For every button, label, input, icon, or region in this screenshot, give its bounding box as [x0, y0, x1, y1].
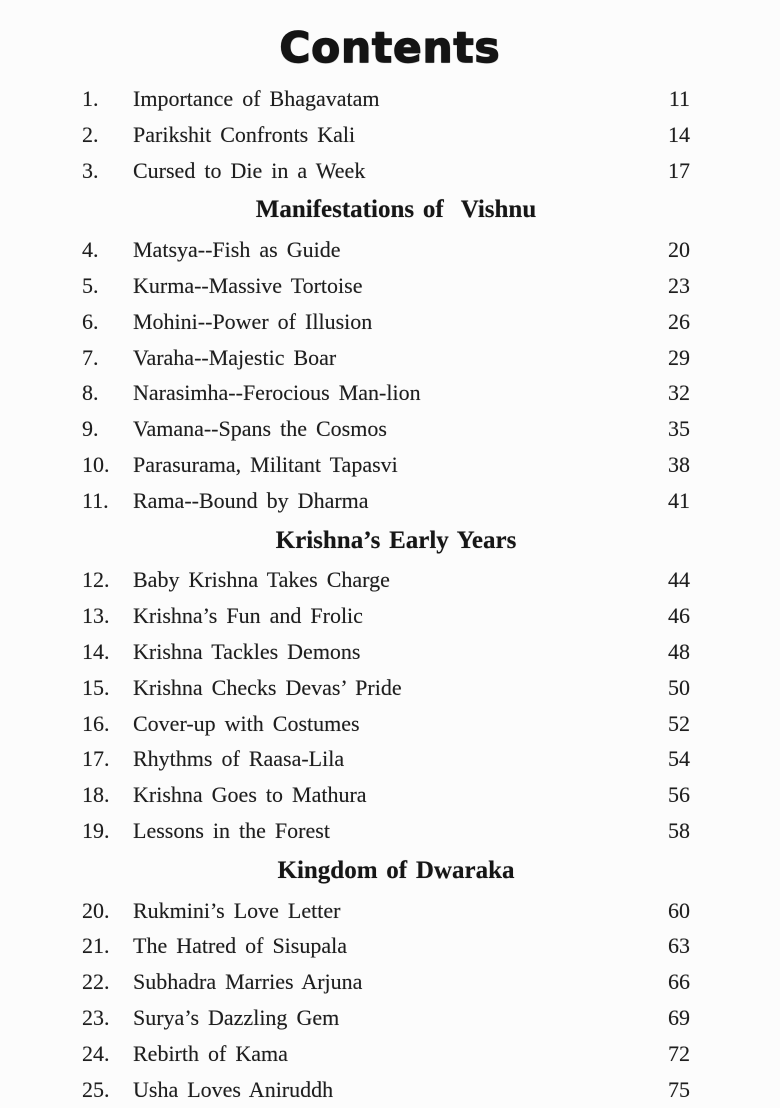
entry-page: 35	[668, 416, 690, 442]
entry-number: 8.	[82, 380, 99, 406]
entry-page: 56	[668, 782, 690, 808]
toc-entry	[0, 1036, 780, 1072]
entry-page: 48	[668, 638, 690, 664]
entry-page: 29	[668, 344, 690, 370]
entry-number: 14.	[82, 638, 110, 664]
entry-number: 10.	[82, 451, 110, 477]
toc-entry	[0, 117, 780, 153]
entry-number: 6.	[82, 308, 99, 334]
toc-section	[0, 81, 780, 188]
entry-number: 16.	[82, 710, 110, 736]
entry-title: Rama--Bound by Dharma	[133, 487, 369, 513]
entry-page: 75	[668, 1076, 690, 1102]
toc-entry	[0, 81, 780, 117]
entry-title: Baby Krishna Takes Charge	[133, 567, 390, 593]
entry-title: Importance of Bhagavatam	[133, 86, 380, 111]
entry-page: 63	[668, 933, 690, 959]
entry-number: 4.	[82, 237, 99, 263]
entry-number: 20.	[82, 897, 110, 923]
page-title: Contents	[279, 23, 501, 72]
entry-number: 3.	[82, 157, 99, 183]
entry-number: 23.	[82, 1004, 110, 1030]
toc-entry	[0, 964, 780, 1000]
toc-entry	[0, 304, 780, 340]
entry-page: 20	[668, 237, 690, 263]
entry-number: 5.	[82, 272, 99, 298]
toc-entry	[0, 598, 780, 634]
toc-entry	[0, 928, 780, 964]
entry-number: 11.	[82, 487, 109, 513]
entry-title: The Hatred of Sisupala	[133, 933, 347, 959]
entry-number: 1.	[82, 86, 99, 111]
toc-entry	[0, 893, 780, 929]
entry-title: Matsya--Fish as Guide	[133, 237, 341, 263]
entry-title: Subhadra Marries Arjuna	[133, 969, 363, 995]
entry-number: 13.	[82, 603, 110, 629]
entry-page: 23	[668, 272, 690, 298]
entry-page: 72	[668, 1040, 690, 1066]
entry-number: 7.	[82, 344, 99, 370]
entry-page: 26	[668, 308, 690, 334]
toc-entry	[0, 340, 780, 376]
toc-entry	[0, 562, 780, 598]
entry-page: 66	[668, 969, 690, 995]
toc-entry	[0, 634, 780, 670]
toc-entry	[0, 375, 780, 411]
entry-page: 58	[668, 817, 690, 843]
entry-title: Parikshit Confronts Kali	[133, 121, 356, 147]
entry-number: 18.	[82, 782, 110, 808]
entry-title: Krishna Checks Devas’ Pride	[133, 674, 402, 700]
entry-title: Cover-up with Costumes	[133, 710, 360, 736]
entry-title: Parasurama, Militant Tapasvi	[133, 451, 398, 477]
toc-section	[0, 853, 780, 1108]
entry-page: 41	[668, 487, 690, 513]
entry-number: 2.	[82, 121, 99, 147]
toc-entry	[0, 411, 780, 447]
toc-entry	[0, 483, 780, 519]
entry-page: 11	[668, 86, 690, 111]
entry-number: 12.	[82, 567, 110, 593]
entry-title: Krishna Tackles Demons	[133, 638, 361, 664]
entry-number: 19.	[82, 817, 110, 843]
entry-number: 17.	[82, 746, 110, 772]
entry-number: 24.	[82, 1040, 110, 1066]
entry-number: 21.	[82, 933, 110, 959]
toc-entry	[0, 447, 780, 483]
entry-title: Surya’s Dazzling Gem	[133, 1004, 340, 1030]
entry-title: Cursed to Die in a Week	[133, 157, 366, 183]
entry-title: Narasimha--Ferocious Man-lion	[133, 380, 421, 406]
entry-title: Usha Loves Aniruddh	[133, 1076, 334, 1102]
entry-title: Mohini--Power of Illusion	[133, 308, 373, 334]
section-heading: Kingdom of Dwaraka	[277, 856, 515, 884]
entry-page: 52	[668, 710, 690, 736]
entry-number: 15.	[82, 674, 110, 700]
toc-entry	[0, 1000, 780, 1036]
toc-entry	[0, 232, 780, 268]
toc-section	[0, 523, 780, 849]
entry-page: 38	[668, 451, 690, 477]
entry-title: Krishna Goes to Mathura	[133, 782, 367, 808]
entry-title: Varaha--Majestic Boar	[133, 344, 337, 370]
entry-number: 9.	[82, 416, 99, 442]
entry-page: 17	[668, 157, 690, 183]
entry-page: 14	[668, 121, 690, 147]
toc-section	[0, 192, 780, 518]
toc-entry	[0, 153, 780, 189]
toc-entry	[0, 670, 780, 706]
entry-title: Rukmini’s Love Letter	[133, 897, 341, 923]
entry-title: Lessons in the Forest	[133, 817, 330, 843]
entry-title: Krishna’s Fun and Frolic	[133, 603, 363, 629]
entry-title: Vamana--Spans the Cosmos	[133, 416, 387, 442]
entry-title: Rhythms of Raasa-Lila	[133, 746, 345, 772]
toc-entry	[0, 813, 780, 849]
entry-page: 46	[668, 603, 690, 629]
toc	[0, 81, 780, 1107]
section-heading: Krishna’s Early Years	[275, 526, 517, 554]
entry-title: Kurma--Massive Tortoise	[133, 272, 363, 298]
entry-number: 22.	[82, 969, 110, 995]
toc-entry	[0, 706, 780, 742]
entry-page: 69	[668, 1004, 690, 1030]
entry-page: 60	[668, 897, 690, 923]
toc-entry	[0, 1072, 780, 1108]
toc-entry	[0, 268, 780, 304]
toc-entry	[0, 777, 780, 813]
entry-number: 25.	[82, 1076, 110, 1102]
section-heading: Manifestations of Vishnu	[255, 196, 537, 224]
entry-page: 32	[668, 380, 690, 406]
entry-page: 44	[668, 567, 690, 593]
entry-page: 54	[668, 746, 690, 772]
toc-entry	[0, 741, 780, 777]
entry-page: 50	[668, 674, 690, 700]
entry-title: Rebirth of Kama	[133, 1040, 288, 1066]
